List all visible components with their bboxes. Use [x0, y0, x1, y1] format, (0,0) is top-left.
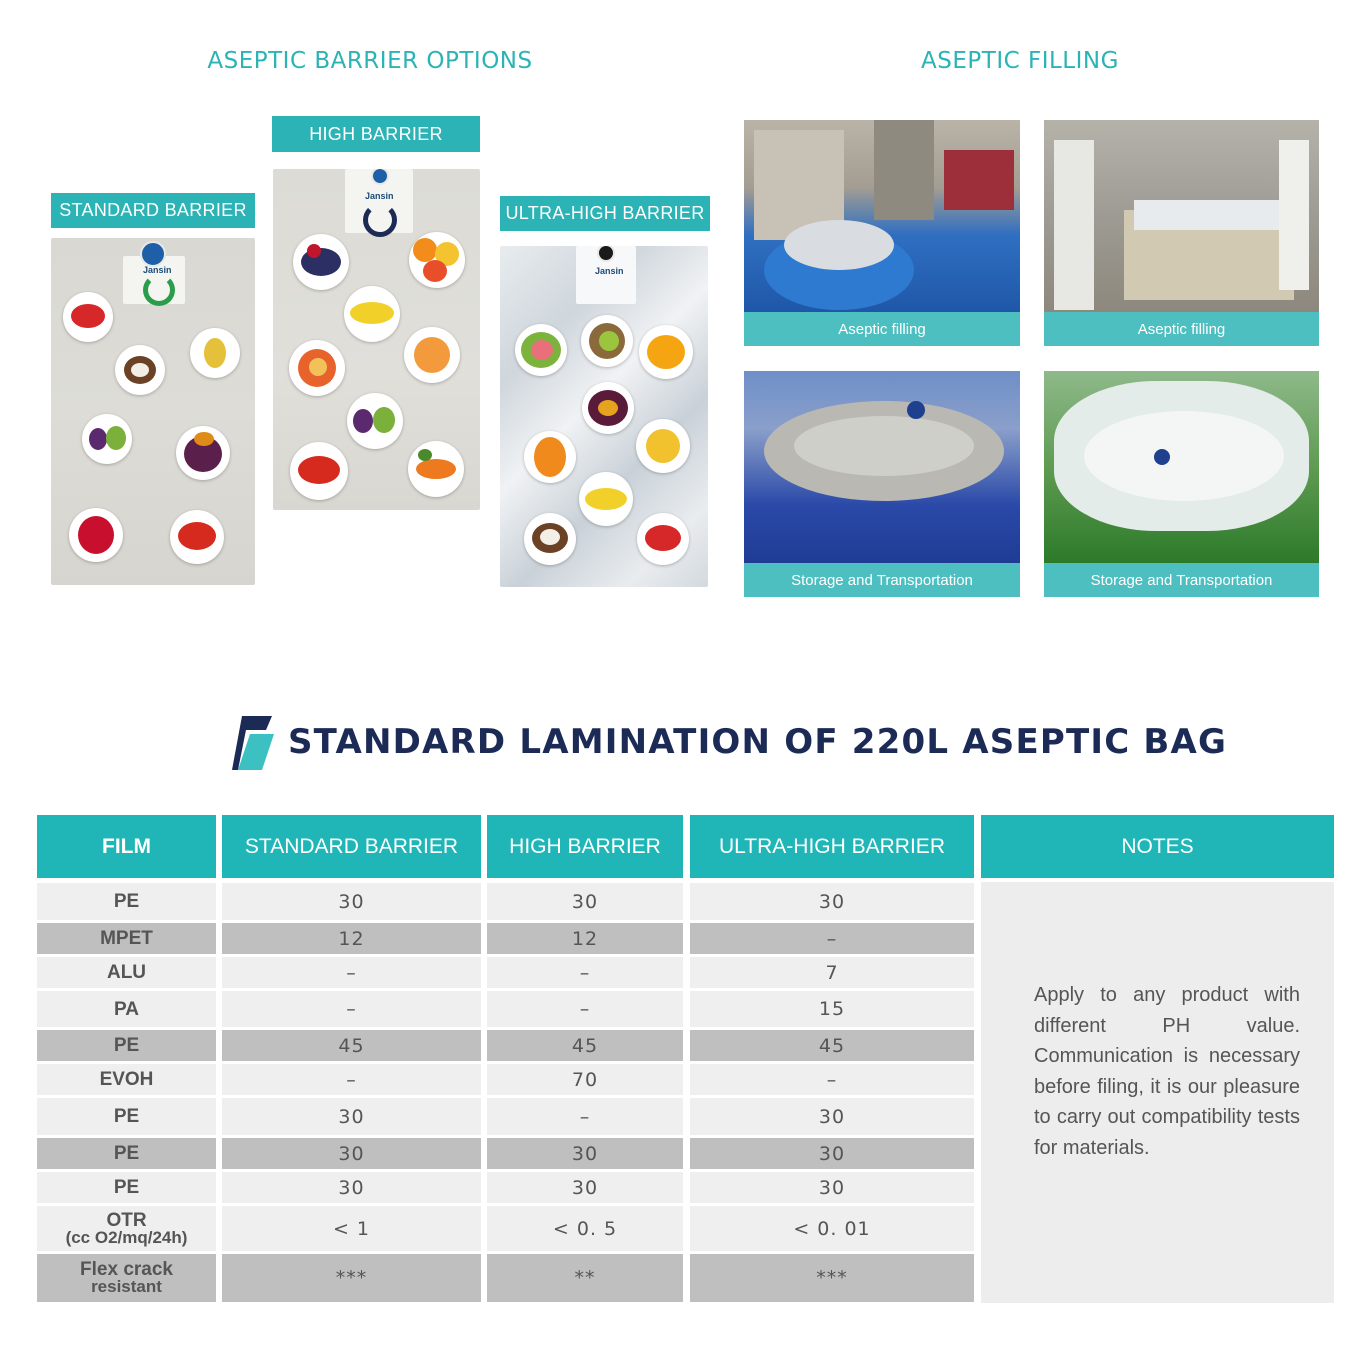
- ultra-value-cell: < 0. 01: [690, 1206, 974, 1251]
- lamination-title: STANDARD LAMINATION OF 220L ASEPTIC BAG: [288, 722, 1228, 762]
- apple-icon: [69, 508, 123, 562]
- header-notes: NOTES: [981, 815, 1334, 878]
- film-subname: (cc O2/mq/24h): [65, 1227, 188, 1247]
- ultra-value-cell: 30: [690, 1098, 974, 1135]
- carrot-icon: [408, 441, 464, 497]
- coconut-icon: [524, 513, 576, 565]
- storage-transportation-caption-2: Storage and Transportation: [1044, 563, 1319, 597]
- standard-value-cell: 30: [222, 1098, 481, 1135]
- berries-icon: [293, 234, 349, 290]
- standard-bag-brand: Jansin: [143, 265, 172, 275]
- ultra-value-cell: 30: [690, 1172, 974, 1203]
- film-name: Flex crack: [80, 1259, 173, 1280]
- plum-icon: [176, 426, 230, 480]
- storage-transportation-caption-1: Storage and Transportation: [744, 563, 1020, 597]
- ultra-value-cell: –: [690, 1064, 974, 1095]
- strawberry-icon: [637, 513, 689, 565]
- passion-fruit-icon: [582, 382, 634, 434]
- standard-value-cell: –: [222, 957, 481, 988]
- standard-value-cell: 30: [222, 1172, 481, 1203]
- standard-value-cell: –: [222, 991, 481, 1027]
- pear-icon: [190, 328, 240, 378]
- standard-barrier-label: STANDARD BARRIER: [51, 193, 255, 228]
- film-cell: [37, 883, 216, 920]
- standard-value-cell: ***: [222, 1254, 481, 1302]
- film-cell: [37, 991, 216, 1027]
- grapes-icon: [347, 393, 403, 449]
- ultra-value-cell: 7: [690, 957, 974, 988]
- high-barrier-label: HIGH BARRIER: [272, 116, 480, 152]
- standard-value-cell: 12: [222, 923, 481, 954]
- pineapple-icon: [636, 419, 690, 473]
- film-name: OTR: [106, 1209, 147, 1231]
- high-value-cell: 30: [487, 1172, 683, 1203]
- film-name: PE: [113, 1106, 140, 1127]
- film-name: PE: [113, 1143, 140, 1164]
- kiwi-icon: [581, 315, 633, 367]
- standard-value-cell: 30: [222, 883, 481, 920]
- high-value-cell: 70: [487, 1064, 683, 1095]
- high-value-cell: 30: [487, 1138, 683, 1169]
- ultra-value-cell: 15: [690, 991, 974, 1027]
- papaya-icon: [524, 431, 576, 483]
- film-subname: resistant: [91, 1277, 162, 1296]
- storage-transportation-photo-2: [1044, 371, 1319, 563]
- header-standard-barrier: STANDARD BARRIER: [222, 815, 481, 878]
- high-value-cell: –: [487, 991, 683, 1027]
- film-cell: [37, 1206, 216, 1251]
- standard-value-cell: –: [222, 1064, 481, 1095]
- ultra-high-barrier-bag-image: [500, 246, 708, 587]
- banana-icon: [579, 472, 633, 526]
- film-name: ALU: [106, 962, 147, 983]
- notes-text: Apply to any product with different PH value. Communication is necessary before filing, it is our pleasure to carry out compatibility tests for materials.: [1034, 984, 1300, 1159]
- slash-logo-icon: [232, 716, 278, 770]
- film-cell: [37, 1138, 216, 1169]
- high-value-cell: 45: [487, 1030, 683, 1061]
- ultra-value-cell: 45: [690, 1030, 974, 1061]
- ultra-bag-brand: Jansin: [595, 266, 624, 276]
- high-value-cell: 12: [487, 923, 683, 954]
- tomato-paste-icon: [170, 510, 224, 564]
- film-cell: [37, 1098, 216, 1135]
- ultra-high-barrier-label: ULTRA-HIGH BARRIER: [500, 196, 710, 231]
- citrus-slices-icon: [409, 232, 465, 288]
- aseptic-filling-caption-1: Aseptic filling: [744, 312, 1020, 346]
- film-name: PE: [113, 1177, 140, 1198]
- coconut-icon: [115, 345, 165, 395]
- high-bag-brand: Jansin: [365, 191, 394, 201]
- header-film: FILM: [37, 815, 216, 878]
- high-value-cell: **: [487, 1254, 683, 1302]
- header-high-barrier: HIGH BARRIER: [487, 815, 683, 878]
- storage-transportation-photo-1: [744, 371, 1020, 563]
- film-name: PE: [113, 1035, 140, 1056]
- aseptic-filling-title: ASEPTIC FILLING: [921, 48, 1119, 74]
- film-name: EVOH: [99, 1069, 154, 1090]
- film-cell: [37, 1064, 216, 1095]
- apricot-icon: [404, 327, 460, 383]
- film-cell: [37, 957, 216, 988]
- barrier-options-title: ASEPTIC BARRIER OPTIONS: [207, 48, 533, 74]
- film-name: MPET: [100, 928, 153, 949]
- tomato-paste-icon: [290, 442, 348, 500]
- ultra-value-cell: ***: [690, 1254, 974, 1302]
- film-cell: [37, 1172, 216, 1203]
- strawberry-icon: [63, 292, 113, 342]
- standard-barrier-bag-image: [51, 238, 255, 585]
- ultra-value-cell: –: [690, 923, 974, 954]
- high-barrier-bag-image: [273, 169, 480, 510]
- film-name: PE: [113, 891, 140, 912]
- film-cell: [37, 1254, 216, 1302]
- banana-icon: [344, 286, 400, 342]
- film-cell: [37, 923, 216, 954]
- guava-icon: [515, 324, 567, 376]
- grapes-icon: [82, 414, 132, 464]
- peach-icon: [289, 340, 345, 396]
- mango-icon: [639, 325, 693, 379]
- ultra-value-cell: 30: [690, 1138, 974, 1169]
- ultra-value-cell: 30: [690, 883, 974, 920]
- standard-value-cell: < 1: [222, 1206, 481, 1251]
- film-cell: [37, 1030, 216, 1061]
- standard-value-cell: 45: [222, 1030, 481, 1061]
- high-value-cell: < 0. 5: [487, 1206, 683, 1251]
- aseptic-filling-photo-1: [744, 120, 1020, 312]
- high-value-cell: 30: [487, 883, 683, 920]
- film-name: PA: [114, 998, 139, 1020]
- high-value-cell: –: [487, 1098, 683, 1135]
- high-value-cell: –: [487, 957, 683, 988]
- header-ultra-high-barrier: ULTRA-HIGH BARRIER: [690, 815, 974, 878]
- aseptic-filling-photo-2: [1044, 120, 1319, 312]
- standard-value-cell: 30: [222, 1138, 481, 1169]
- aseptic-filling-caption-2: Aseptic filling: [1044, 312, 1319, 346]
